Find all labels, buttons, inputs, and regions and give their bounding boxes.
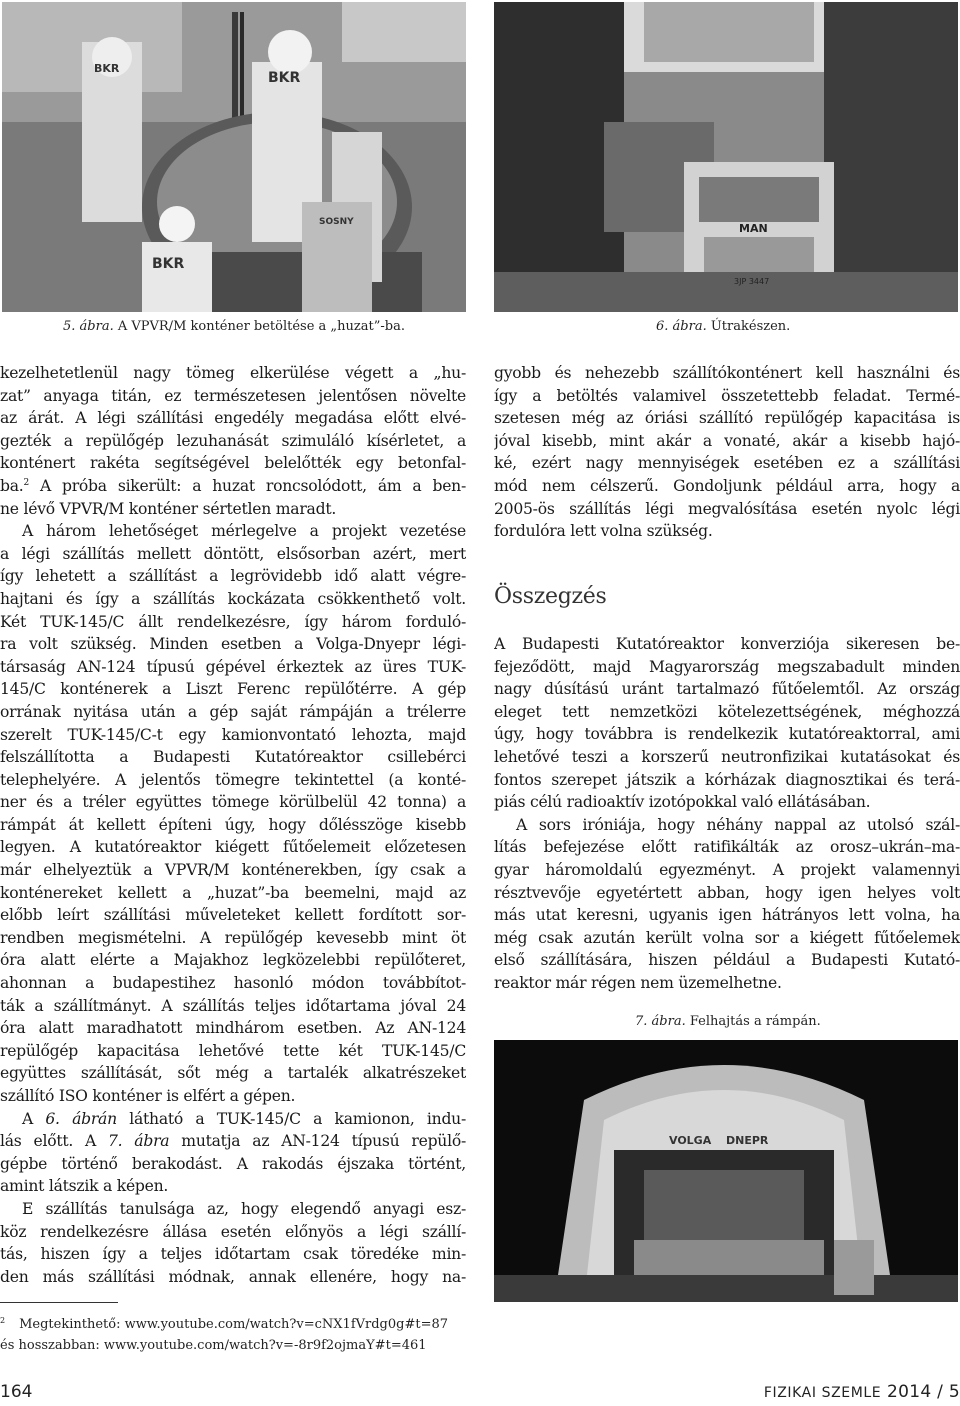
fig5-sign: SOSNY — [319, 217, 354, 227]
fig5-sign: BKR — [94, 62, 120, 75]
text-line: együttes szállítását, sőt még a tartalék alkatrészeket — [0, 1064, 466, 1083]
text-line: reaktor már régen nem üzemelhetne. — [494, 973, 782, 992]
text-line: felszállította a Budapesti Kutatóreaktor csillebérci — [0, 748, 466, 767]
text-line: legyen. A kutatóreaktor kiégett fűtőelemeit előzetesen — [0, 838, 466, 857]
text-line: nagy dúsítású uránt tartalmazó fűtőelemtől. Az ország — [494, 680, 960, 699]
text-line: tás, hiszen így a teljes időtartam csak töredéke min- — [0, 1245, 466, 1264]
fig7-sign: VOLGA — [669, 1134, 712, 1147]
section-heading: Összegzés — [494, 584, 607, 609]
footnote-ref: 2 — [23, 477, 29, 488]
fig6-sign: 3JP 3447 — [734, 277, 770, 286]
text-line: fordulóra lett volna szükség. — [494, 522, 713, 541]
fig7-sign: DNEPR — [726, 1134, 769, 1147]
text-line: piás célú radioaktív izotópokkal való ellátásában. — [494, 793, 871, 812]
text-line: ták a szállítmányt. A szállítás teljes időtartama jóval 24 — [0, 996, 466, 1015]
text-line: már elhelyeztük a VPVR/M konténerekben, így csak a — [0, 861, 466, 880]
text-line: gyar háromoldalú egyezményt. A projekt valamennyi — [494, 860, 960, 879]
left-column — [0, 362, 466, 1288]
journal-footer — [764, 1382, 960, 1402]
figure-7-caption: 7. ábra. Felhajtás a rámpán. — [635, 1014, 821, 1029]
text-line: résztvevője egyetértett abban, hogy igen helyes volt — [494, 883, 960, 902]
footnote-rule — [0, 1302, 118, 1303]
footnote-number: 2 — [0, 1316, 6, 1325]
text-line: fontos szerepet játszik a kórházak diagnosztikai és terá- — [494, 770, 960, 789]
text-line: óra alatt maradhatott mindhárom esetben. Az AN-124 — [0, 1019, 466, 1038]
text-line: szállító ISO konténer is elfért a gépen. — [0, 1087, 296, 1105]
text-line: társaság AN-124 típusú gépével érkeztek az üres TUK- — [0, 657, 466, 676]
text-line: így a betöltés valamivel összetettebb feladat. Termé- — [494, 386, 960, 405]
right-column-summary — [494, 633, 960, 995]
text-line: más utat keresni, ugyanis igen hátrányos lett volna, ha — [494, 906, 960, 925]
text-line: így lehetett a szállítást a legrövidebb idő alatt végre- — [0, 567, 466, 586]
text-line: rámpát át kellett építeni úgy, hogy dőlésszöge kisebb — [0, 815, 466, 834]
page-number: 164 — [0, 1382, 33, 1402]
text-line: amint látszik a képen. — [0, 1177, 169, 1196]
text-line: eleget tett nemzetközi kötelezettségének, méghozzá — [494, 702, 960, 721]
text-line: rendben megismételni. A repülőgép kevesebb mint öt — [0, 928, 466, 947]
text-line: ner és a tréler együttes tömege körülbelül 42 tonna) a — [0, 793, 466, 812]
figure-6-caption: 6. ábra. Útrakészen. — [656, 319, 791, 334]
figure-6-photo — [494, 2, 958, 312]
text-line: mód nem célszerű. Gondoljunk például arra, hogy a — [494, 476, 960, 495]
text-line: a légi szállítás mellett döntött, elsősorban azért, mert — [0, 544, 466, 563]
text-line: gyobb és nehezebb szállítókonténert kell használni és — [494, 364, 960, 382]
text-line: lás előtt. A 7. ábra mutatja az AN-124 típusú repülő- — [0, 1132, 466, 1151]
text-line: még csak azután került volna sor a kiégett fűtőelemek — [494, 928, 960, 947]
fig5-sign: BKR — [268, 70, 301, 86]
fig5-sign: BKR — [152, 256, 185, 272]
text-line: Két TUK-145/C állt rendelkezésre, így három forduló- — [0, 612, 466, 631]
text-line: konténert rakéta segítségével belelőtték egy betonfal- — [0, 454, 466, 473]
figure-7-photo — [494, 1040, 958, 1302]
fig6-sign: MAN — [739, 222, 768, 235]
text-line: óra alatt elérte a Majakhoz legközelebbi repülőteret, — [0, 951, 466, 970]
text-line: szerelt TUK-145/C-t egy kamionvontató lehozta, majd — [0, 725, 466, 744]
text-line: orrának nyitása után a gép saját rámpáján a trélerre — [0, 702, 466, 721]
footnote — [0, 1314, 448, 1356]
figure-7-ref: 7. ábra — [107, 1132, 170, 1151]
text-line: zat” anyaga titán, ez természetesen jelentősen növelte — [0, 386, 466, 405]
text-line: A sors iróniája, hogy néhány nappal az utolsó szál- — [516, 815, 960, 834]
text-line: gezték a repülőgép lezuhanását szimuláló kísérletet, a — [0, 431, 466, 450]
text-line: jóval kisebb, mint akár a vonaté, akár a kisebb hajó- — [494, 431, 960, 450]
figure-6-ref: 6. ábrán — [45, 1109, 117, 1128]
footnote-line: $^2$ Megtekinthető: www.youtube.com/watch?v=cNX1fVrdg0g#t=87 — [0, 1316, 449, 1332]
journal-issue: 2014 / 5 — [886, 1382, 960, 1402]
text-line: repülőgép kapacitása lehetővé tette két TUK-145/C — [0, 1041, 466, 1060]
text-line: gépbe történő berakodást. A rakodás éjszaka történt, — [0, 1154, 466, 1173]
text-line: első szállítására, hiszen például a Budapesti Kutató- — [494, 951, 960, 970]
journal-name: FIZIKAI SZEMLE — [763, 1385, 882, 1401]
text-line: A 6. ábrán látható a TUK-145/C a kamionon, indu- — [22, 1109, 466, 1128]
text-line: hajtani és így a szállítás kockázata csökkenthető volt. — [0, 589, 466, 608]
footnote-line: és hosszabban: www.youtube.com/watch?v=-8r9f2ojmaY#t=461 — [0, 1338, 427, 1353]
text-line: A Budapesti Kutatóreaktor konverziója sikeresen be- — [494, 635, 960, 653]
text-line: fejeződött, majd Magyarország megszabadult minden — [494, 657, 960, 676]
text-line: A három lehetőséget mérlegelve a projekt vezetése — [22, 522, 466, 541]
figure-5-caption: 5. ábra. A VPVR/M konténer betöltése a „huzat”-ba. — [63, 319, 405, 334]
text-line: lehetővé teszi a korszerű neutronfizikai kutatásokat és — [494, 747, 960, 766]
text-line: konténereket kellett a „huzat”-ba beemelni, majd az — [0, 883, 466, 902]
text-line: ba.$^2$ A próba sikerült: a huzat roncsolódott, ám a ben- — [0, 476, 466, 495]
figure-5-photo — [2, 2, 466, 312]
text-line: 2005-ös szállítás légi megvalósítása esetén nyolc légi — [494, 499, 960, 518]
text-line: kezelhetetlenül nagy tömeg elkerülése végett a „hu- — [0, 364, 466, 382]
text-line: 145/C konténerek a Liszt Ferenc repülőtérre. A gép — [0, 680, 466, 699]
text-line: köz rendelkezésre állása esetén előnyös a légi szállí- — [0, 1222, 466, 1241]
right-column-top — [494, 362, 960, 543]
text-line: úgy, hogy továbbra is rendelkezik kutatóreaktorral, ami — [494, 725, 960, 744]
text-line: ne lévő VPVR/M konténer sértetlen maradt. — [0, 499, 337, 518]
text-line: az árát. A légi szállítási engedély megadása előtt elvé- — [0, 409, 466, 428]
text-line: den más szállítási módnak, annak ellenére, hogy na- — [0, 1267, 466, 1286]
text-line: E szállítás tanulsága az, hogy elegendő anyagi esz- — [22, 1199, 466, 1218]
text-line: ra volt szükség. Minden esetben a Volga-Dnyepr légi- — [0, 635, 466, 654]
text-line: előbb leírt szállítási műveleteket kellett fordított sor- — [0, 906, 466, 925]
text-line: ahonnan a budapestihez hasonló módon továbbítot- — [0, 974, 466, 993]
text-line: ké, ezért nagy mennyiségek esetében ez a szállítási — [494, 454, 960, 473]
text-line: szetesen még az óriási szállító repülőgép kapacitása is — [494, 409, 960, 428]
text-line: lítás befejezése előtt ratifikálták az orosz–ukrán–ma- — [494, 838, 960, 857]
text-line: telephelyére. A jelentős tömegre tekintettel (a konté- — [0, 770, 466, 789]
